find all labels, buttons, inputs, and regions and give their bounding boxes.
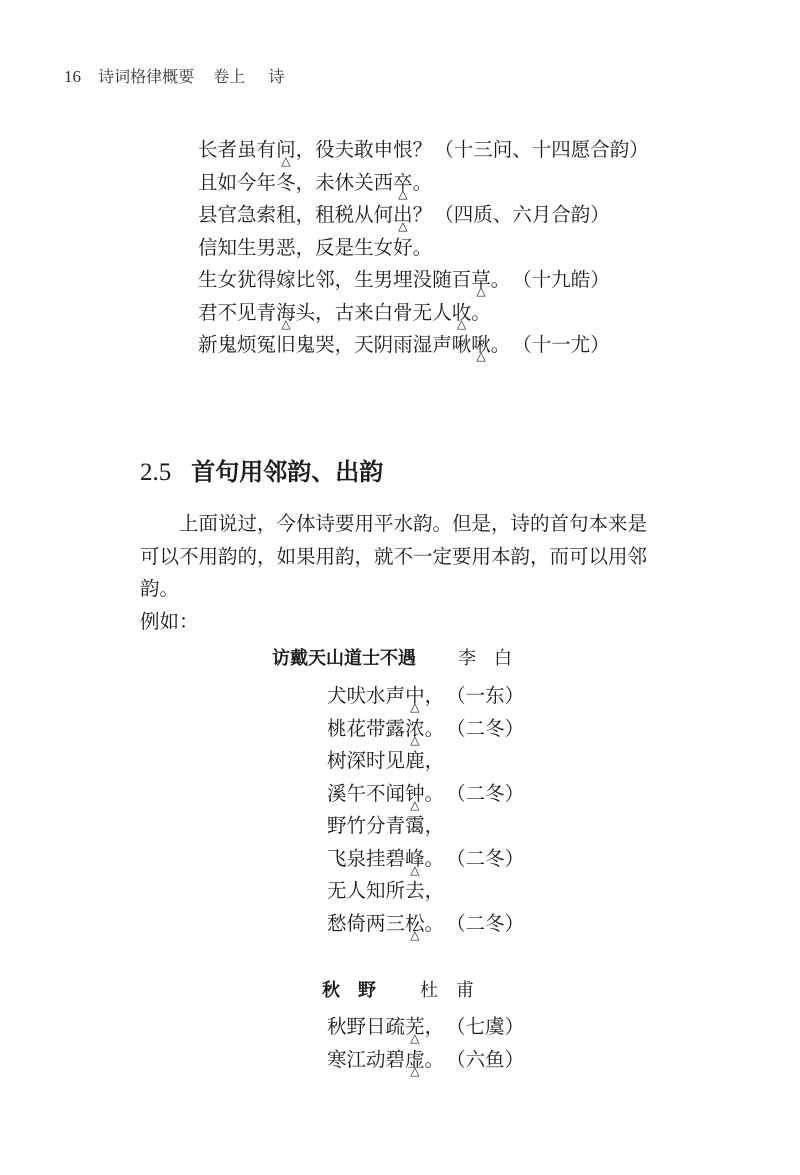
poem-line xyxy=(327,682,524,715)
poem-char: 见 xyxy=(385,749,406,772)
poem-char: 霭 xyxy=(405,814,425,837)
poem-char: 鹿 xyxy=(405,749,425,772)
poem-char: 吠 xyxy=(346,684,367,707)
poem-char: 秋 xyxy=(327,1015,347,1038)
poem-line xyxy=(327,1013,524,1046)
poem-char: ？ xyxy=(412,138,433,161)
poem-char: 夫 xyxy=(334,138,355,161)
poem-char: 露 xyxy=(385,716,406,740)
poem-line xyxy=(198,331,649,364)
poem-char: 。 xyxy=(490,333,511,356)
poem-char: 从 xyxy=(354,203,374,226)
poem-char: 鬼 xyxy=(217,333,238,356)
poem-char: 申 xyxy=(373,138,394,161)
section-label: 诗 xyxy=(268,67,285,86)
poem-char: 索 xyxy=(256,203,277,226)
poem-char: 反 xyxy=(315,235,335,259)
poem-char: 男 xyxy=(373,268,394,291)
poem-char: 动 xyxy=(366,1047,386,1071)
poem-title: 访戴天山道士不遇 xyxy=(272,648,416,669)
poem-char: 未 xyxy=(315,170,335,194)
poem-char: 日 xyxy=(366,1015,386,1038)
body-paragraph xyxy=(140,508,670,638)
poem-char: 县 xyxy=(198,203,218,226)
poem-char: 。 xyxy=(424,911,445,935)
poem-char: 生 xyxy=(198,268,218,291)
poem-char: ， xyxy=(334,268,355,291)
poem-char: 天 xyxy=(354,333,374,356)
poem-line xyxy=(327,910,524,943)
poem-char: 关 xyxy=(354,170,374,194)
poem-char: 白 xyxy=(373,300,394,324)
poem-char: 官 xyxy=(217,203,238,226)
poem-char: 知 xyxy=(366,879,386,902)
poem-char: 碧 xyxy=(385,846,406,870)
poem-char: 寒 xyxy=(327,1047,347,1071)
poem-char: 犬 xyxy=(327,684,347,707)
poem-char: 花 xyxy=(346,716,367,740)
poem-char: 女 xyxy=(217,268,238,291)
poem-line xyxy=(198,299,649,332)
page-number: 16 xyxy=(64,67,81,86)
poem-char: 所 xyxy=(385,879,406,902)
rhyme-marked-char: 松 △ xyxy=(405,910,425,938)
poem-char: 。 xyxy=(412,235,433,259)
poem-char: 生 xyxy=(354,268,374,291)
poem-char: 冬 xyxy=(276,170,296,194)
poem-char: 。 xyxy=(471,300,491,324)
poem-char: 得 xyxy=(256,268,277,291)
poem-char: 男 xyxy=(256,235,277,259)
poem-char: 青 xyxy=(385,814,406,837)
poem-char: 君 xyxy=(198,300,218,324)
poem-char: 邻 xyxy=(315,268,335,291)
rhyme-note: （二冬） xyxy=(446,781,525,805)
poem-char: 闻 xyxy=(385,781,406,805)
section-title-text: 首句用邻韵、出韵 xyxy=(191,458,384,486)
poem-char: 青 xyxy=(256,300,277,324)
poem-char: 湿 xyxy=(412,333,433,356)
poem-char: 头 xyxy=(295,300,316,324)
poem-line xyxy=(327,747,524,780)
rhyme-note: （一东） xyxy=(446,684,525,707)
poem-char: 犹 xyxy=(237,268,257,291)
poem-char: 去 xyxy=(405,879,425,902)
poem-char: 。 xyxy=(424,846,445,870)
poem-char: ， xyxy=(424,879,445,902)
poem-char: 。 xyxy=(424,1047,445,1071)
poem-char: 如 xyxy=(217,170,238,194)
rhyme-marked-char: 海 △ xyxy=(276,299,296,327)
poem-char: 旧 xyxy=(276,333,296,356)
poem-char: 女 xyxy=(373,235,394,259)
poem-body xyxy=(327,1013,524,1078)
section-number: 2.5 xyxy=(140,459,172,486)
poem-char: 且 xyxy=(198,170,218,194)
poem-char: 今 xyxy=(237,170,257,194)
rhyme-note: （十九皓） xyxy=(512,268,610,291)
poem-char: 溪 xyxy=(327,781,347,805)
poem-line xyxy=(198,169,649,202)
poem-char: 嫁 xyxy=(276,268,296,291)
poem-char: 人 xyxy=(432,300,452,324)
poem-char: 是 xyxy=(334,235,355,259)
rhyme-marked-char: 虚 △ xyxy=(405,1046,425,1074)
poem-char: 没 xyxy=(412,268,433,291)
poem-char: 急 xyxy=(237,203,257,226)
poem-line xyxy=(327,877,524,910)
rhyme-marked-char: 中 △ xyxy=(405,682,425,710)
poem-line xyxy=(327,845,524,878)
poem-char: 泉 xyxy=(346,846,367,870)
poem-body xyxy=(327,682,524,942)
poem-char: 骨 xyxy=(393,300,413,324)
poem-char: 碧 xyxy=(385,1047,406,1071)
poem-char: 埋 xyxy=(393,268,413,291)
poem-char: 深 xyxy=(346,749,367,772)
poem-char: 见 xyxy=(237,300,257,324)
poem-char: 不 xyxy=(366,781,386,805)
poem-char: 冤 xyxy=(256,333,277,356)
poem-char: 税 xyxy=(334,203,355,226)
rhyme-marked-char: 芜 △ xyxy=(405,1013,425,1041)
section-heading xyxy=(140,452,383,487)
poem-char: 水 xyxy=(366,684,386,707)
poem-char: ， xyxy=(295,203,316,226)
poem-char: 声 xyxy=(385,684,406,707)
poem-char: ， xyxy=(334,333,355,356)
poem-char: 古 xyxy=(334,300,355,324)
poem-char: 随 xyxy=(432,268,452,291)
poem-char: 烦 xyxy=(237,333,257,356)
poem-char: 知 xyxy=(217,235,238,259)
rhyme-note: （二冬） xyxy=(446,716,525,740)
poem-author: 杜 甫 xyxy=(420,980,474,1001)
poem-char: 虽 xyxy=(237,138,257,161)
poem-char: 信 xyxy=(198,235,218,259)
poem-line xyxy=(327,780,524,813)
poem-heading xyxy=(272,644,512,670)
book-title: 诗词格律概要 xyxy=(98,67,195,86)
poem-char: 生 xyxy=(237,235,257,259)
poem-line xyxy=(327,812,524,845)
poem-char: 百 xyxy=(451,268,472,291)
poem-char: 疏 xyxy=(385,1015,406,1038)
paragraph-line: 可以不用韵的，如果用韵，就不一定要用本韵，而可以用邻韵。 xyxy=(140,544,648,600)
poem-char: 倚 xyxy=(346,911,367,935)
poem-char: 恨 xyxy=(393,138,413,161)
poem-line xyxy=(198,136,649,169)
poem-char: ， xyxy=(295,138,316,161)
poem-line xyxy=(327,715,524,748)
rhyme-note: （二冬） xyxy=(446,846,525,870)
poem-char: 无 xyxy=(327,879,347,902)
poem-char: 江 xyxy=(346,1047,367,1071)
poem-char: ？ xyxy=(412,203,433,226)
poem-char: 休 xyxy=(334,170,355,194)
poem-char: ， xyxy=(424,1015,445,1038)
poem-char: ， xyxy=(424,684,445,707)
running-header xyxy=(64,64,284,87)
volume-label: 卷上 xyxy=(213,67,246,86)
poem-char: 无 xyxy=(412,300,433,324)
poem-author: 李 白 xyxy=(458,648,512,669)
paragraph-line: 例如： xyxy=(140,609,199,633)
poem-char: 挂 xyxy=(366,846,386,870)
rhyme-marked-char: 峰 △ xyxy=(405,845,425,873)
poem-line xyxy=(327,1046,524,1079)
poem-char: 。 xyxy=(424,781,445,805)
poem-char: 愁 xyxy=(327,911,347,935)
rhyme-marked-char: 收 △ xyxy=(452,299,472,327)
poem-char: 三 xyxy=(385,911,406,935)
rhyme-note: （十三问、十四愿合韵） xyxy=(434,138,649,161)
poem-char: 哭 xyxy=(315,333,335,356)
poem-char: 阴 xyxy=(373,333,394,356)
rhyme-marked-char: 浓 △ xyxy=(405,715,425,743)
poem-char: 两 xyxy=(366,911,386,935)
poem-char: 好 xyxy=(393,235,413,259)
poem-char: ， xyxy=(315,300,335,324)
paragraph-line: 上面说过，今体诗要用平水韵。但是，诗的首句本来是 xyxy=(140,512,648,535)
poem-char: 何 xyxy=(373,203,394,226)
poem-char: 者 xyxy=(217,138,238,161)
poem-char: 啾 xyxy=(451,333,472,356)
poem-char: 租 xyxy=(276,203,296,226)
poem-char: 长 xyxy=(198,138,218,161)
rhyme-note: （十一尤） xyxy=(512,333,610,356)
poem-char: ， xyxy=(295,235,316,259)
poem-char: ， xyxy=(424,814,445,837)
poem-char: 。 xyxy=(490,268,511,291)
rhyme-note: （二冬） xyxy=(446,911,525,935)
poem-char: 役 xyxy=(315,138,335,161)
poem-char: ， xyxy=(295,170,316,194)
poem-char: 新 xyxy=(198,333,218,356)
poem-char: 敢 xyxy=(354,138,374,161)
poem-char: 比 xyxy=(295,268,316,291)
poem-char: 有 xyxy=(256,138,277,161)
rhyme-note: （四质、六月合韵） xyxy=(434,203,610,226)
rhyme-note: （七虞） xyxy=(446,1015,525,1038)
poem-char: 。 xyxy=(412,170,433,194)
rhyme-marked-char: 出 △ xyxy=(393,201,413,229)
poem-excerpt xyxy=(198,136,649,364)
poem-char: 人 xyxy=(346,879,367,902)
rhyme-marked-char: 卒 △ xyxy=(393,169,413,197)
poem-char: 声 xyxy=(432,333,452,356)
poem-char: 时 xyxy=(366,749,386,772)
poem-char: 野 xyxy=(327,814,347,837)
poem-char: 。 xyxy=(424,716,445,740)
poem-char: 野 xyxy=(346,1015,367,1038)
poem-char: 生 xyxy=(354,235,374,259)
rhyme-marked-char: 钟 △ xyxy=(405,780,425,808)
poem-char: 树 xyxy=(327,749,347,772)
poem-char: 带 xyxy=(366,716,386,740)
poem-char: 飞 xyxy=(327,846,347,870)
poem-char: 午 xyxy=(346,781,367,805)
poem-char: 不 xyxy=(217,300,238,324)
poem-char: 来 xyxy=(354,300,374,324)
rhyme-marked-char: 草 △ xyxy=(471,266,491,294)
poem-line xyxy=(198,234,649,267)
poem-char: 鬼 xyxy=(295,333,316,356)
poem-line xyxy=(198,266,649,299)
poem-line xyxy=(198,201,649,234)
poem-heading xyxy=(322,976,474,1002)
rhyme-note: （六鱼） xyxy=(446,1047,525,1071)
poem-title: 秋 野 xyxy=(322,980,376,1001)
poem-char: ， xyxy=(424,749,445,772)
poem-char: 桃 xyxy=(327,716,347,740)
poem-char: 恶 xyxy=(276,235,296,259)
poem-char: 西 xyxy=(373,170,394,194)
rhyme-marked-char: 问 △ xyxy=(276,136,296,164)
poem-char: 租 xyxy=(315,203,335,226)
poem-char: 分 xyxy=(366,814,386,837)
poem-char: 雨 xyxy=(393,333,413,356)
rhyme-marked-char: 啾 △ xyxy=(471,331,491,359)
poem-char: 竹 xyxy=(346,814,367,837)
poem-char: 年 xyxy=(256,170,277,194)
